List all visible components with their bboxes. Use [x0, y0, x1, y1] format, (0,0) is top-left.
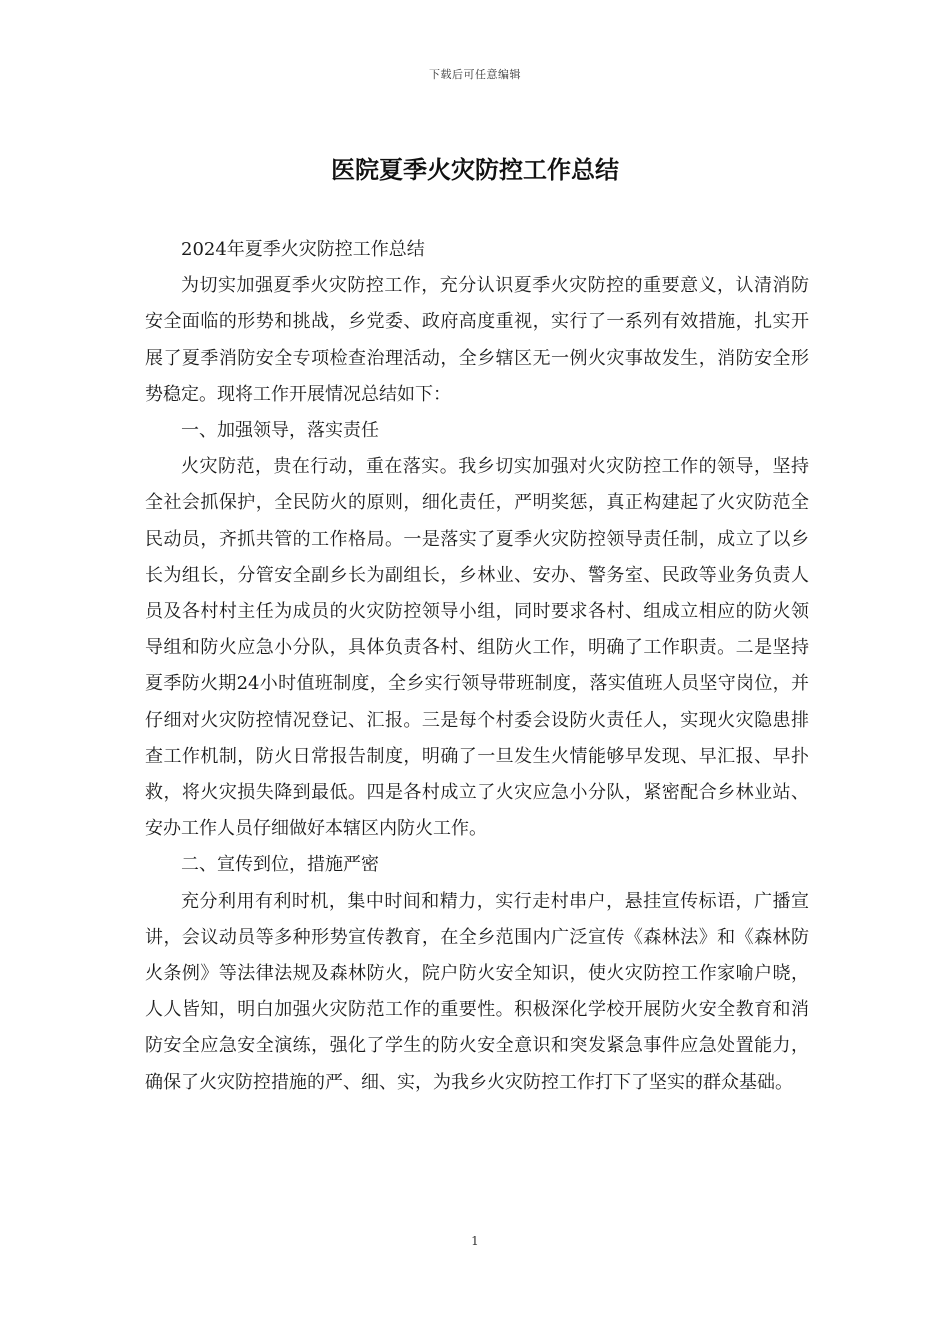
page-number: 1 [471, 1234, 479, 1248]
intro-paragraph: 为切实加强夏季火灾防控工作，充分认识夏季火灾防控的重要意义，认清消防安全面临的形势和挑战，乡党委、政府高度重视，实行了一系列有效措施，扎实开展了夏季消防安全专项检查治理活动，全乡辖区无一例火灾事故发生，消防安全形势稳定。现将工作开展情况总结如下： [145, 275, 809, 405]
section-heading-2: 二、宣传到位，措施严密 [181, 854, 379, 876]
page-header-note: 下载后可任意编辑 [429, 68, 521, 81]
document-subtitle: 2024年夏季火灾防控工作总结 [181, 239, 425, 260]
section-body-1: 火灾防范，贵在行动，重在落实。我乡切实加强对火灾防控工作的领导，坚持全社会抓保护，全民防火的原则，细化责任，严明奖惩，真正构建起了火灾防范全民动员，齐抓共管的工作格局。一是落实了夏季火灾防控领导责任制，成立了以乡长为组长，分管安全副乡长为副组长，乡林业、安办、警务室、民政等业务负责人员及各村村主任为成员的火灾防控领导小组，同时要求各村、组成立相应的防火领导组和防火应急小分队，具体负责各村、组防火工作，明确了工作职责。二是坚持夏季防火期24小时值班制度，全乡实行领导带班制度，落实值班人员坚守岗位，并仔细对火灾防控情况登记、汇报。三是每个村委会设防火责任人，实现火灾隐患排查工作机制，防火日常报告制度，明确了一旦发生火情能够早发现、早汇报、早扑救，将火灾损失降到最低。四是各村成立了火灾应急小分队，紧密配合乡林业站、安办工作人员仔细做好本辖区内防火工作。 [145, 456, 809, 840]
document-body [145, 232, 809, 1101]
section-heading-1: 一、加强领导，落实责任 [181, 420, 379, 442]
document-title: 医院夏季火灾防控工作总结 [331, 155, 619, 184]
section-body-2: 充分利用有利时机，集中时间和精力，实行走村串户，悬挂宣传标语，广播宣讲，会议动员等多种形势宣传教育，在全乡范围内广泛宣传《森林法》和《森林防火条例》等法律法规及森林防火，院户防火安全知识，使火灾防控工作家喻户晓，人人皆知，明白加强火灾防范工作的重要性。积极深化学校开展防火安全教育和消防安全应急安全演练，强化了学生的防火安全意识和突发紧急事件应急处置能力，确保了火灾防控措施的严、细、实，为我乡火灾防控工作打下了坚实的群众基础。 [145, 890, 809, 1093]
